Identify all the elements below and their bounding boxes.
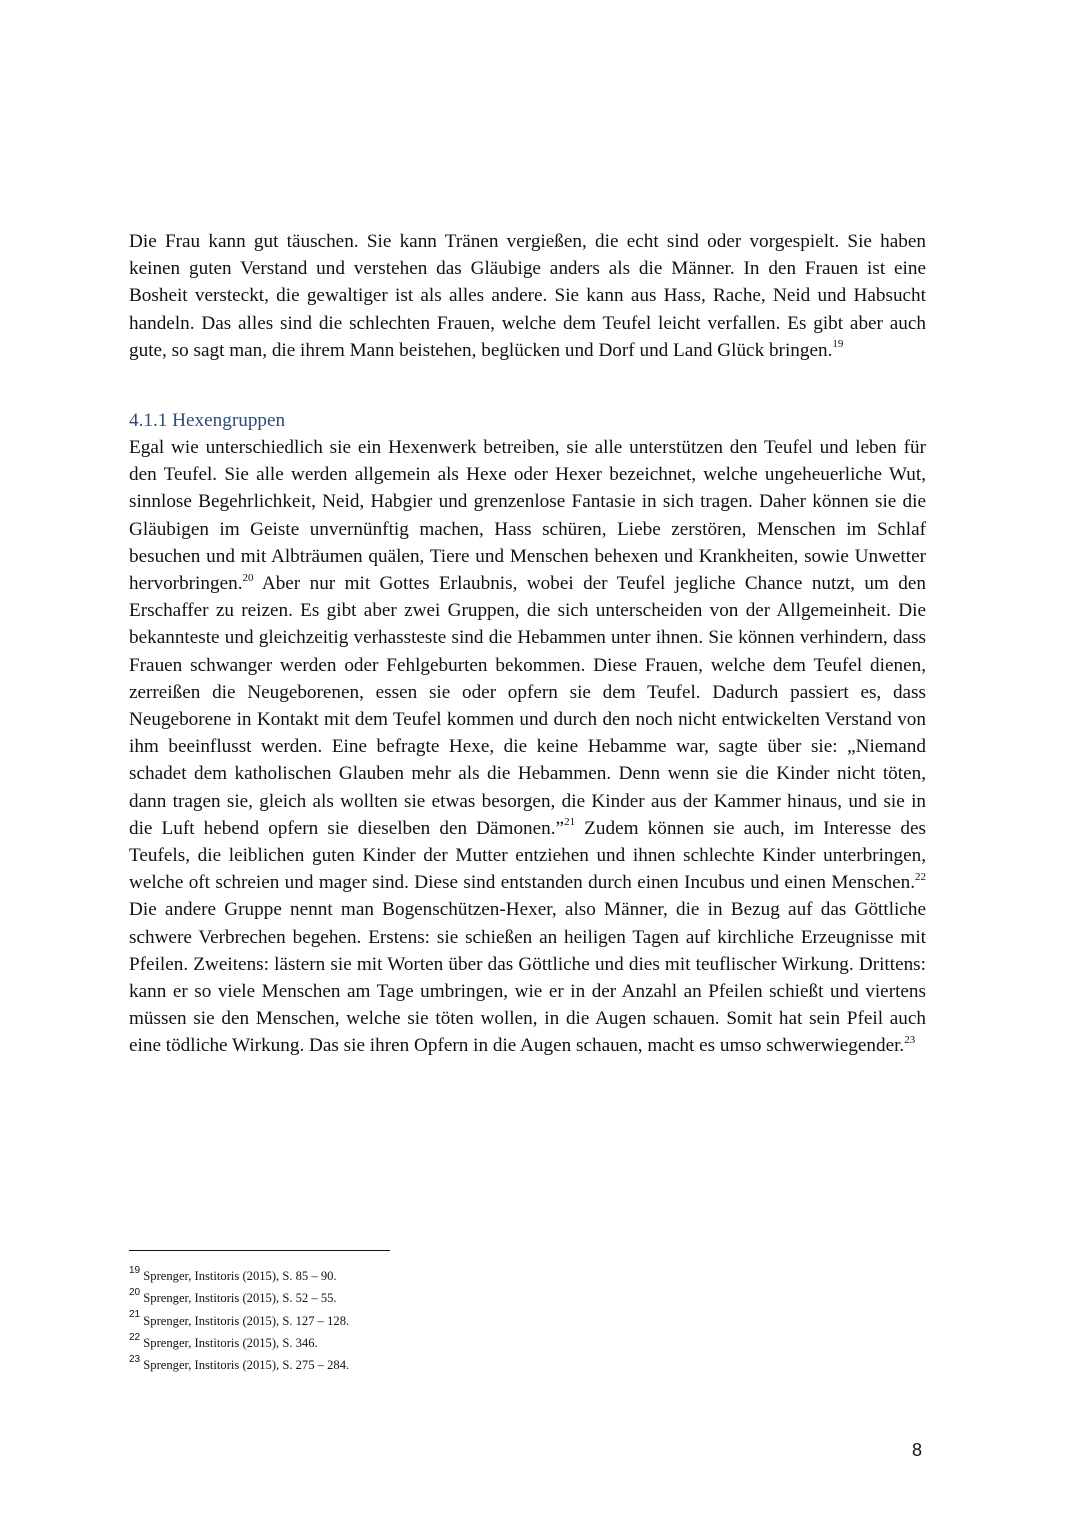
footnote-text: Sprenger, Institoris (2015), S. 127 – 128. [140, 1313, 350, 1328]
footnote-separator [129, 1250, 390, 1251]
footnote-text: Sprenger, Institoris (2015), S. 275 – 284. [140, 1358, 350, 1373]
paragraph-text-part-3: Zudem können sie auch, im Interesse des Teufels, die leiblichen guten Kinder der Mutter entziehen und ihnen schlechte Kinder unterbringen, welche oft schreien und mager sind. Diese sind entstanden durch einen Incubus und einen Menschen. [129, 817, 926, 894]
footnote-item [129, 1332, 729, 1354]
footnote-ref-23[interactable]: 23 [904, 1034, 916, 1047]
footnote-text: Sprenger, Institoris (2015), S. 85 – 90. [140, 1269, 337, 1283]
footnote-item [129, 1310, 729, 1332]
footnote-item [129, 1287, 729, 1309]
footnote-number: 19 [129, 1264, 141, 1276]
footnotes [129, 1265, 729, 1376]
paragraph-text-part-4: Die andere Gruppe nennt man Bogenschützen-Hexer, also Männer, die in Bezug auf das Göttliche schwere Verbrechen begehen. Erstens: sie schießen an heiligen Tagen auf kirchliche Erzeugnisse mit Pfeilen. Zweitens: lästern sie mit Worten über das Göttliche und dies mit teuflischer Wirkung. Drittens: kann er so viele Menschen am Tage umbringen, wie er in der Anzahl an Pfeilen schießt und viertens müssen sie den Menschen, welche sie töten wollen, in die Augen schauen. Somit hat sein Pfeil auch eine tödliche Wirkung. Das sie ihren Opfern in die Augen schauen, macht es umso schwerwiegender. [129, 899, 926, 1057]
footnote-item [129, 1265, 729, 1287]
paragraph-text-part-1: Egal wie unterschiedlich sie ein Hexenwerk betreiben, sie alle unterstützen den Teufel und leben für den Teufel. Sie alle werden allgemein als Hexe oder Hexer bezeichnet, welche ungeheuerliche Wut, sinnlose Begehrlichkeit, Neid, Habgier und grenzenlose Fantasie in sich tragen. Daher können sie die Gläubigen im Geiste unvernünftig machen, Hass schüren, Liebe zerstören, Menschen im Schlaf besuchen und mit Albträumen quälen, Tiere und Menschen behexen und Krankheiten, sowie Unwetter hervorbringen. [129, 437, 926, 595]
footnote-ref-19[interactable]: 19 [832, 338, 844, 351]
section-heading: 4.1.1 Hexengruppen [129, 410, 286, 432]
footnote-ref-21[interactable]: 21 [564, 816, 576, 829]
footnote-ref-22[interactable]: 22 [915, 870, 926, 883]
paragraph-intro [129, 228, 926, 364]
footnote-text: Sprenger, Institoris (2015), S. 346. [140, 1335, 318, 1350]
page-number: 8 [912, 1440, 923, 1460]
footnote-ref-20[interactable]: 20 [242, 571, 254, 584]
footnote-text: Sprenger, Institoris (2015), S. 52 – 55. [140, 1291, 337, 1306]
footnote-number: 23 [129, 1354, 141, 1365]
footnote-item [129, 1354, 729, 1376]
paragraph-text-part-2: Aber nur mit Gottes Erlaubnis, wobei der Teufel jegliche Chance nutzt, um den Erschaffer zu reizen. Es gibt aber zwei Gruppen, die sich unterscheiden von der Allgemeinheit. Die bekannteste und gleichzeitig verhassteste sind die Hebammen unter ihnen. Sie können verhindern, dass Frauen schwanger werden oder Fehlgeburten bekommen. Diese Frauen, welche dem Teufel dienen, zerreißen die Neugeborenen, essen sie oder opfern sie dem Teufel. Dadurch passiert es, dass Neugeborene in Kontakt mit dem Teufel kommen und durch den noch nicht entwickelten Verstand von ihm beeinflusst werden. Eine befragte Hexe, die keine Hebamme war, sagte über sie: „Niemand schadet dem katholischen Glauben mehr als die Hebammen. Denn wenn sie die Kinder nicht töten, dann tragen sie, gleich als wollten sie etwas besorgen, die Kinder aus der Kammer hinaus, und sie in die Luft hebend opfern sie dieselben den Dämonen.” [129, 573, 926, 839]
footnote-number: 22 [129, 1331, 141, 1343]
page-body [129, 228, 926, 1060]
paragraph-intro-text: Die Frau kann gut täuschen. Sie kann Tränen vergießen, die echt sind oder vorgespielt. Sie haben keinen guten Verstand und verstehen das Gläubige anders als die Männer. In den Frauen ist eine Bosheit versteckt, die gewaltiger ist als alles andere. Sie kann aus Hass, Rache, Neid und Habsucht handeln. Das alles sind die schlechten Frauen, welche dem Teufel leicht verfallen. Es gibt aber auch gute, so sagt man, die ihrem Mann beistehen, beglücken und Dorf und Land Glück bringen. [129, 231, 926, 361]
footnote-number: 21 [129, 1309, 141, 1321]
footnote-number: 20 [129, 1287, 141, 1299]
paragraph-hexengruppen [129, 434, 926, 1060]
